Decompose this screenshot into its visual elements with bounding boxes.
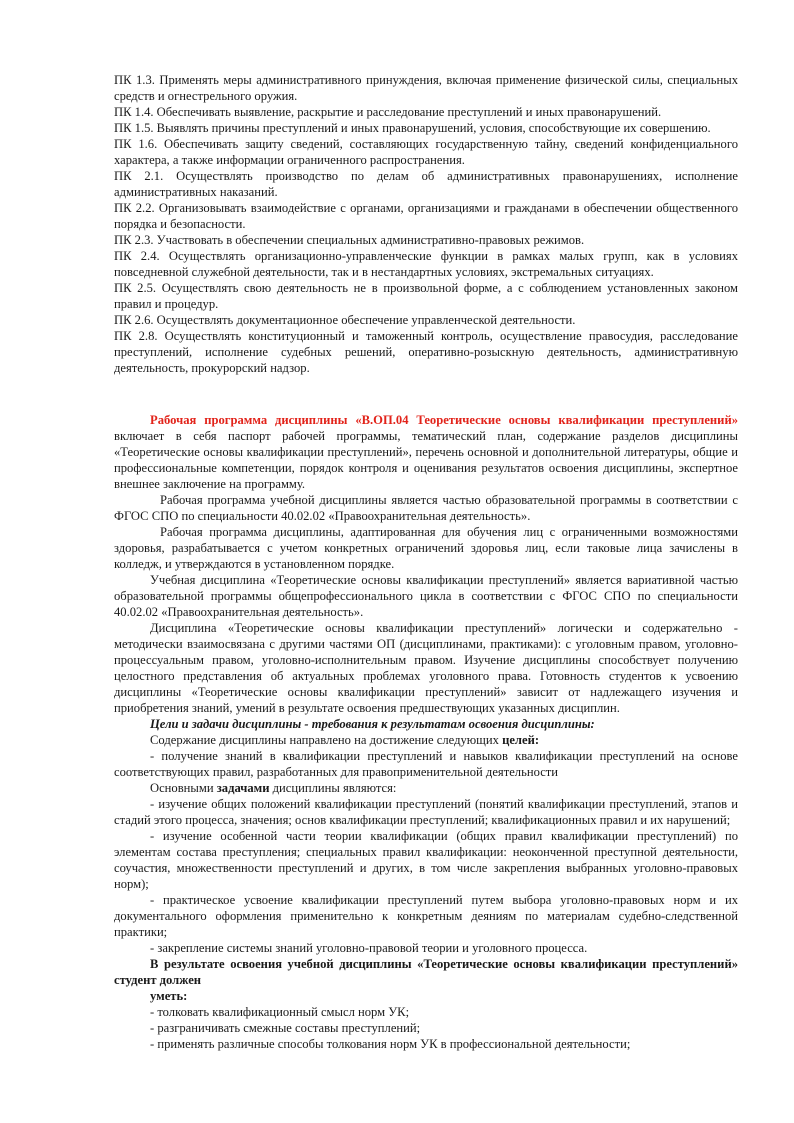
pk-item: ПК 1.4. Обеспечивать выявление, раскрытие и расследование преступлений и иных правонарушений. <box>114 105 662 119</box>
result-heading: В результате освоения учебной дисциплины «Теоретические основы квалификации преступлений» студент должен <box>114 957 738 987</box>
part-of-program-paragraph: Рабочая программа учебной дисциплины является частью образовательной программы в соответствии с ФГОС СПО по специальности 40.02.02 «Правоохранительная деятельность». <box>114 493 738 523</box>
pk-item: ПК 2.3. Участвовать в обеспечении специальных административно-правовых режимов. <box>114 233 585 247</box>
program-title: Рабочая программа дисциплины «В.ОП.04 Теоретические основы квалификации преступлений» <box>150 413 738 427</box>
links-paragraph: Дисциплина «Теоретические основы квалификации преступлений» логически и содержательно - методически взаимосвязана с другими частями ОП (дисциплинами, практиками): с уголовным правом, уголовно-процессуальным правом, уголовно-исполнительным правом. Изучение дисциплины способствует получению целостного представления об актуальных проблемах уголовного права. Готовность студентов к усвоению дисциплины «Теоретические основы квалификации преступлений» зависит от надлежащего изучения и приобретения знаний, умений в результате освоения предшествующих указанных дисциплин. <box>114 621 738 715</box>
task-item: - закрепление системы знаний уголовно-правовой теории и уголовного процесса. <box>150 941 588 955</box>
variative-paragraph: Учебная дисциплина «Теоретические основы квалификации преступлений» является вариативной частью образовательной программы общепрофессионального цикла в соответствии с ФГОС СПО по специальности 40.02.02 «Правоохранительная деятельность». <box>114 573 738 619</box>
intro-text: включает в себя паспорт рабочей программы, тематический план, содержание разделов дисциплины «Теоретические основы квалификации преступлений», перечень основной и дополнительной литературы, общие и профессиональные компетенции, порядок контроля и оценивания результатов освоения дисциплины, экспертное внешнее заключение на программу. <box>114 429 738 491</box>
task-item: - практическое усвоение квалификации преступлений путем выбора уголовно-правовых норм и их документального оформления применительно к конкретным деяниям по материалам судебно-следственной практики; <box>114 893 738 939</box>
pk-item: ПК 2.8. Осуществлять конституционный и таможенный контроль, осуществление правосудия, расследование преступлений, исполнение судебных решений, оперативно-розыскную деятельность, административную деятельность, прокурорский надзор. <box>114 329 738 375</box>
pk-item: ПК 2.2. Организовывать взаимодействие с органами, организациями и гражданами в обеспечении общественного порядка и безопасности. <box>114 201 738 231</box>
goals-heading: Цели и задачи дисциплины - требования к результатам освоения дисциплины: <box>150 717 595 731</box>
program-description <box>114 412 738 1052</box>
pk-item: ПК 2.5. Осуществлять свою деятельность не в произвольной форме, а с соблюдением установленных законом правил и процедур. <box>114 281 738 311</box>
skills-heading: уметь: <box>150 989 188 1003</box>
task-item: - изучение особенной части теории квалификации (общих правил квалификации преступлений) по элементам состава преступления; специальных правил квалификации: неоконченной преступной деятельности, соучастия, множественности преступлений и других, в том числе закрепления выбранных уголовно-правовых норм); <box>114 829 738 891</box>
pk-item: ПК 2.1. Осуществлять производство по делам об административных правонарушениях, исполнение административных наказаний. <box>114 169 738 199</box>
task-item: - изучение общих положений квалификации преступлений (понятий квалификации преступлений, этапов и стадий этого процесса, значения; основ квалификации преступлений; квалификационных правил и их нарушений; <box>114 797 738 827</box>
pk-item: ПК 2.6. Осуществлять документационное обеспечение управленческой деятельности. <box>114 313 576 327</box>
pk-list <box>114 72 738 376</box>
goal-item: - получение знаний в квалификации преступлений и навыков квалификации преступлений на основе соответствующих правил, разработанных для правоприменительной деятельности <box>114 749 738 779</box>
skill-item: - разграничивать смежные составы преступлений; <box>150 1021 421 1035</box>
tasks-lead: Основными задачами дисциплины являются: <box>150 781 397 795</box>
pk-item: ПК 1.3. Применять меры административного принуждения, включая применение физической силы, специальных средств и огнестрельного оружия. <box>114 73 738 103</box>
intro-paragraph <box>114 412 738 492</box>
pk-item: ПК 2.4. Осуществлять организационно-управленческие функции в рамках малых групп, как в условиях повседневной служебной деятельности, так и в нестандартных условиях, экстремальных ситуациях. <box>114 249 738 279</box>
pk-item: ПК 1.6. Обеспечивать защиту сведений, составляющих государственную тайну, сведений конфиденциального характера, а также информации ограниченного распространения. <box>114 137 738 167</box>
pk-item: ПК 1.5. Выявлять причины преступлений и иных правонарушений, условия, способствующие их совершению. <box>114 121 711 135</box>
adapted-program-paragraph: Рабочая программа дисциплины, адаптированная для обучения лиц с ограниченными возможностями здоровья, разрабатывается с учетом конкретных ограничений здоровья лиц, если таковые лица зачислены в колледж, и утверждаются в установленном порядке. <box>114 525 738 571</box>
skill-item: - толковать квалификационный смысл норм УК; <box>150 1005 410 1019</box>
goals-lead: Содержание дисциплины направлено на достижение следующих целей: <box>150 733 540 747</box>
skill-item: - применять различные способы толкования норм УК в профессиональной деятельности; <box>150 1037 631 1051</box>
